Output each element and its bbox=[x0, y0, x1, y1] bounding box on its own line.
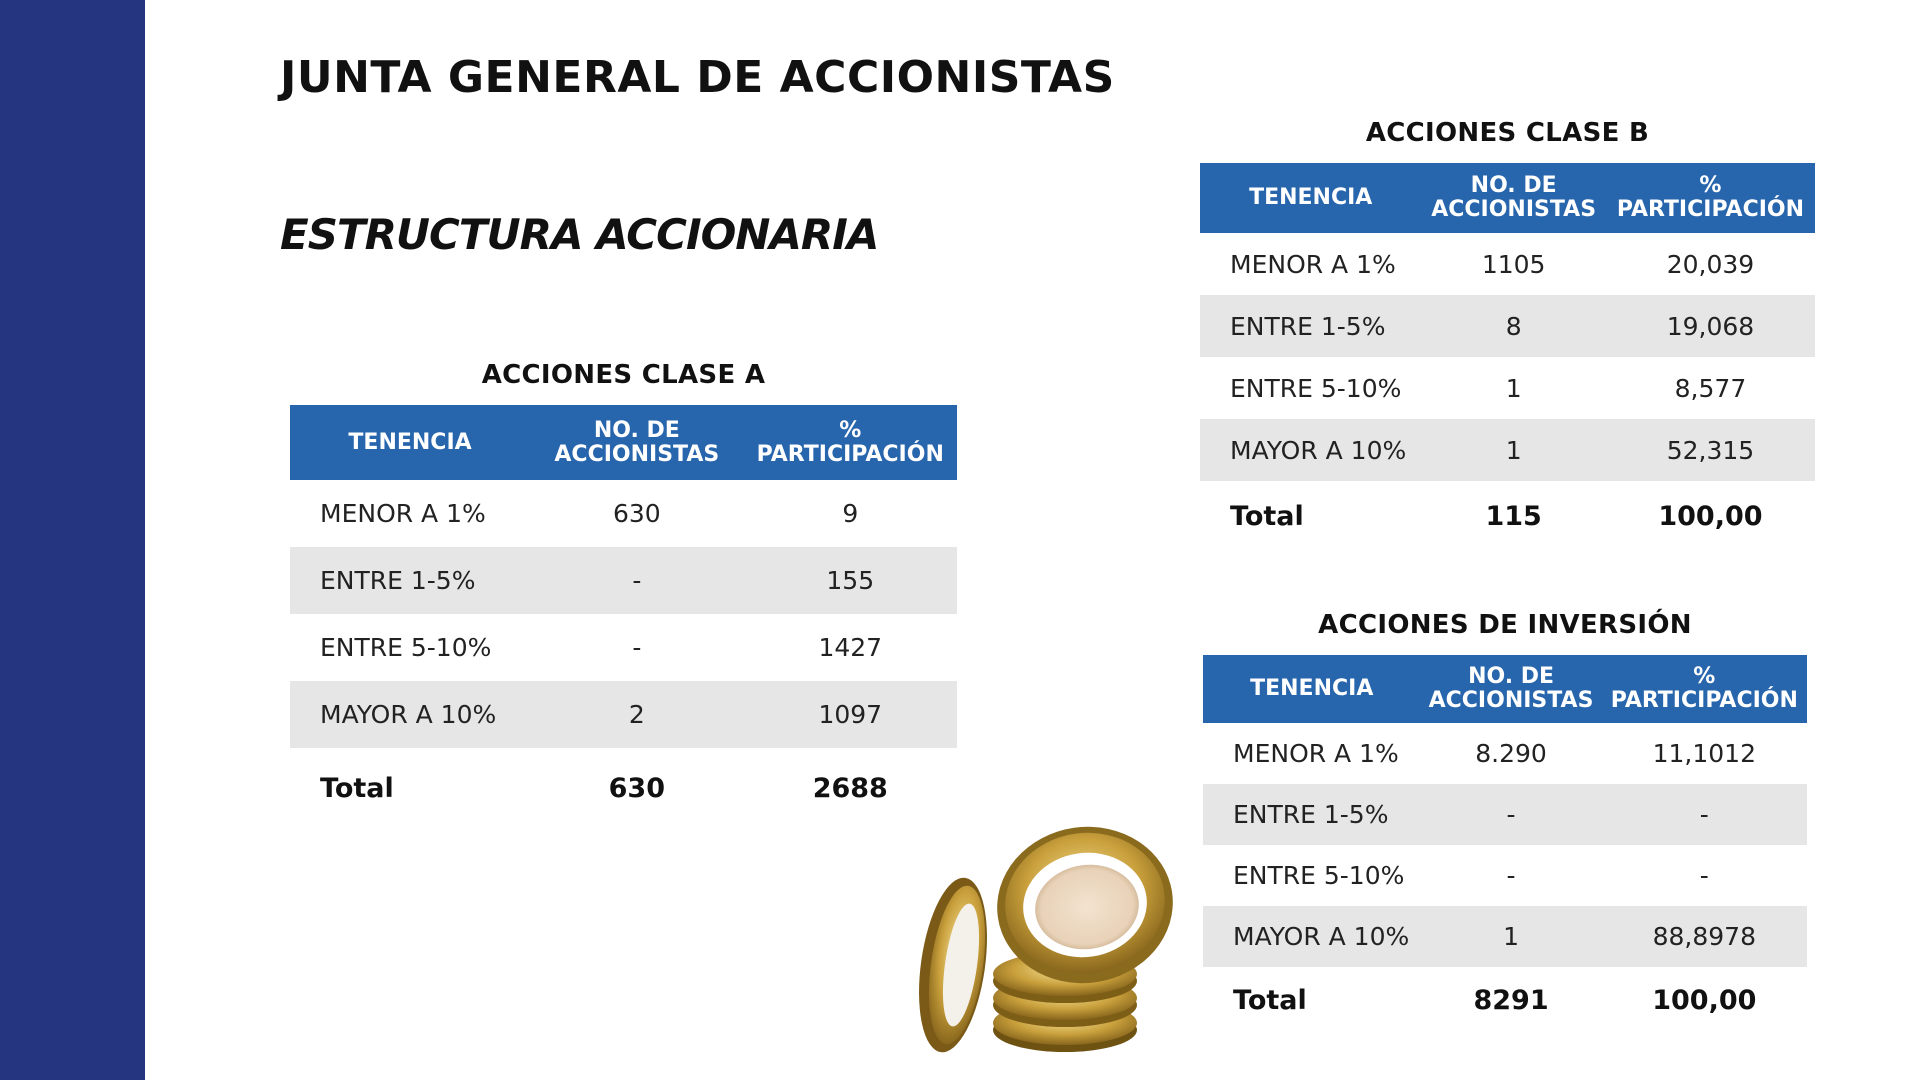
shares-table bbox=[290, 405, 957, 828]
table-cell: 630 bbox=[608, 772, 666, 804]
table-cell: - bbox=[632, 633, 642, 662]
table-cell: ENTRE 5-10% bbox=[320, 633, 492, 662]
table-cell: MAYOR A 10% bbox=[290, 681, 530, 748]
header-row bbox=[1203, 655, 1807, 723]
table-cell: 100,00 bbox=[1658, 500, 1763, 532]
table-caption: ACCIONES DE INVERSIÓN bbox=[1318, 610, 1692, 640]
table-cell: 8.290 bbox=[1475, 739, 1547, 768]
table-cell: 8291 bbox=[1473, 984, 1549, 1016]
table-cell: ENTRE 5-10% bbox=[1233, 861, 1405, 890]
table-cell: MENOR A 1% bbox=[1233, 739, 1399, 768]
table-cell: 8 bbox=[1421, 295, 1606, 357]
table-caption: ACCIONES CLASE B bbox=[1365, 118, 1650, 148]
table-cell: - bbox=[1420, 784, 1601, 845]
table-cell: 88,8978 bbox=[1602, 906, 1807, 967]
table-cell: ENTRE 5-10% bbox=[1230, 373, 1402, 403]
table-row bbox=[1203, 906, 1807, 967]
table-cell: 52,315 bbox=[1606, 419, 1815, 481]
table-cell: 2 bbox=[530, 681, 743, 748]
header-cell: TENENCIA bbox=[1203, 655, 1420, 723]
table-cell: - bbox=[1602, 784, 1807, 845]
table-cell: 1 bbox=[1420, 906, 1601, 967]
table-cell: 1105 bbox=[1481, 249, 1546, 279]
table-acciones-clase-a bbox=[290, 355, 957, 828]
table-row bbox=[290, 480, 957, 547]
table-caption: ACCIONES CLASE A bbox=[481, 360, 766, 390]
table-row bbox=[1203, 784, 1807, 845]
header-cell: % PARTICIPACIÓN bbox=[1602, 655, 1807, 723]
table-row bbox=[290, 681, 957, 748]
header-cell: % PARTICIPACIÓN bbox=[744, 405, 957, 480]
table-row bbox=[1203, 723, 1807, 784]
table-cell: ENTRE 1-5% bbox=[1203, 784, 1420, 845]
table-cell: MENOR A 1% bbox=[320, 499, 486, 528]
table-cell: 1097 bbox=[744, 681, 957, 748]
sidebar-accent-bar bbox=[0, 0, 145, 1080]
shares-table bbox=[1200, 163, 1815, 551]
table-acciones-de-inversion bbox=[1203, 605, 1807, 1033]
table-cell: 100,00 bbox=[1652, 984, 1757, 1016]
table-cell: 115 bbox=[1485, 500, 1542, 532]
total-row bbox=[1203, 967, 1807, 1033]
table-row bbox=[290, 614, 957, 681]
table-cell: 19,068 bbox=[1606, 295, 1815, 357]
header-cell: NO. DE ACCIONISTAS bbox=[530, 405, 743, 480]
table-cell: - bbox=[530, 547, 743, 614]
table-row bbox=[1200, 233, 1815, 295]
table-cell: ENTRE 1-5% bbox=[290, 547, 530, 614]
table-cell: MAYOR A 10% bbox=[1203, 906, 1420, 967]
table-cell: 1 bbox=[1421, 419, 1606, 481]
header-row bbox=[1200, 163, 1815, 233]
header-cell: NO. DE ACCIONISTAS bbox=[1420, 655, 1601, 723]
table-cell: 8,577 bbox=[1674, 373, 1747, 403]
table-cell: 630 bbox=[612, 499, 661, 528]
table-row bbox=[1200, 357, 1815, 419]
table-cell: 1427 bbox=[818, 633, 883, 662]
table-cell: 11,1012 bbox=[1652, 739, 1756, 768]
header-cell: NO. DE ACCIONISTAS bbox=[1421, 163, 1606, 233]
table-cell: 1 bbox=[1505, 373, 1522, 403]
table-cell: 20,039 bbox=[1666, 249, 1755, 279]
table-cell: 155 bbox=[744, 547, 957, 614]
table-cell: ENTRE 1-5% bbox=[1200, 295, 1421, 357]
header-row bbox=[290, 405, 957, 480]
total-row bbox=[1200, 481, 1815, 551]
bottle-caps-icon bbox=[905, 815, 1205, 1060]
shares-table bbox=[1203, 655, 1807, 1033]
slide-subtitle: ESTRUCTURA ACCIONARIA bbox=[280, 210, 879, 259]
table-row bbox=[1200, 295, 1815, 357]
header-cell: TENENCIA bbox=[1200, 163, 1421, 233]
table-cell: 2688 bbox=[812, 772, 888, 804]
table-cell: - bbox=[1699, 861, 1709, 890]
total-row bbox=[290, 748, 957, 828]
table-cell: 9 bbox=[842, 499, 859, 528]
table-row bbox=[290, 547, 957, 614]
table-cell: Total bbox=[1230, 500, 1304, 532]
table-cell: MENOR A 1% bbox=[1230, 249, 1396, 279]
table-cell: MAYOR A 10% bbox=[1200, 419, 1421, 481]
slide-title: JUNTA GENERAL DE ACCIONISTAS bbox=[280, 52, 1115, 103]
table-cell: Total bbox=[1233, 984, 1307, 1016]
table-cell: - bbox=[1506, 861, 1516, 890]
table-row bbox=[1200, 419, 1815, 481]
header-cell: % PARTICIPACIÓN bbox=[1606, 163, 1815, 233]
table-cell: Total bbox=[320, 772, 394, 804]
header-cell: TENENCIA bbox=[290, 405, 530, 480]
table-acciones-clase-b bbox=[1200, 113, 1815, 551]
table-row bbox=[1203, 845, 1807, 906]
